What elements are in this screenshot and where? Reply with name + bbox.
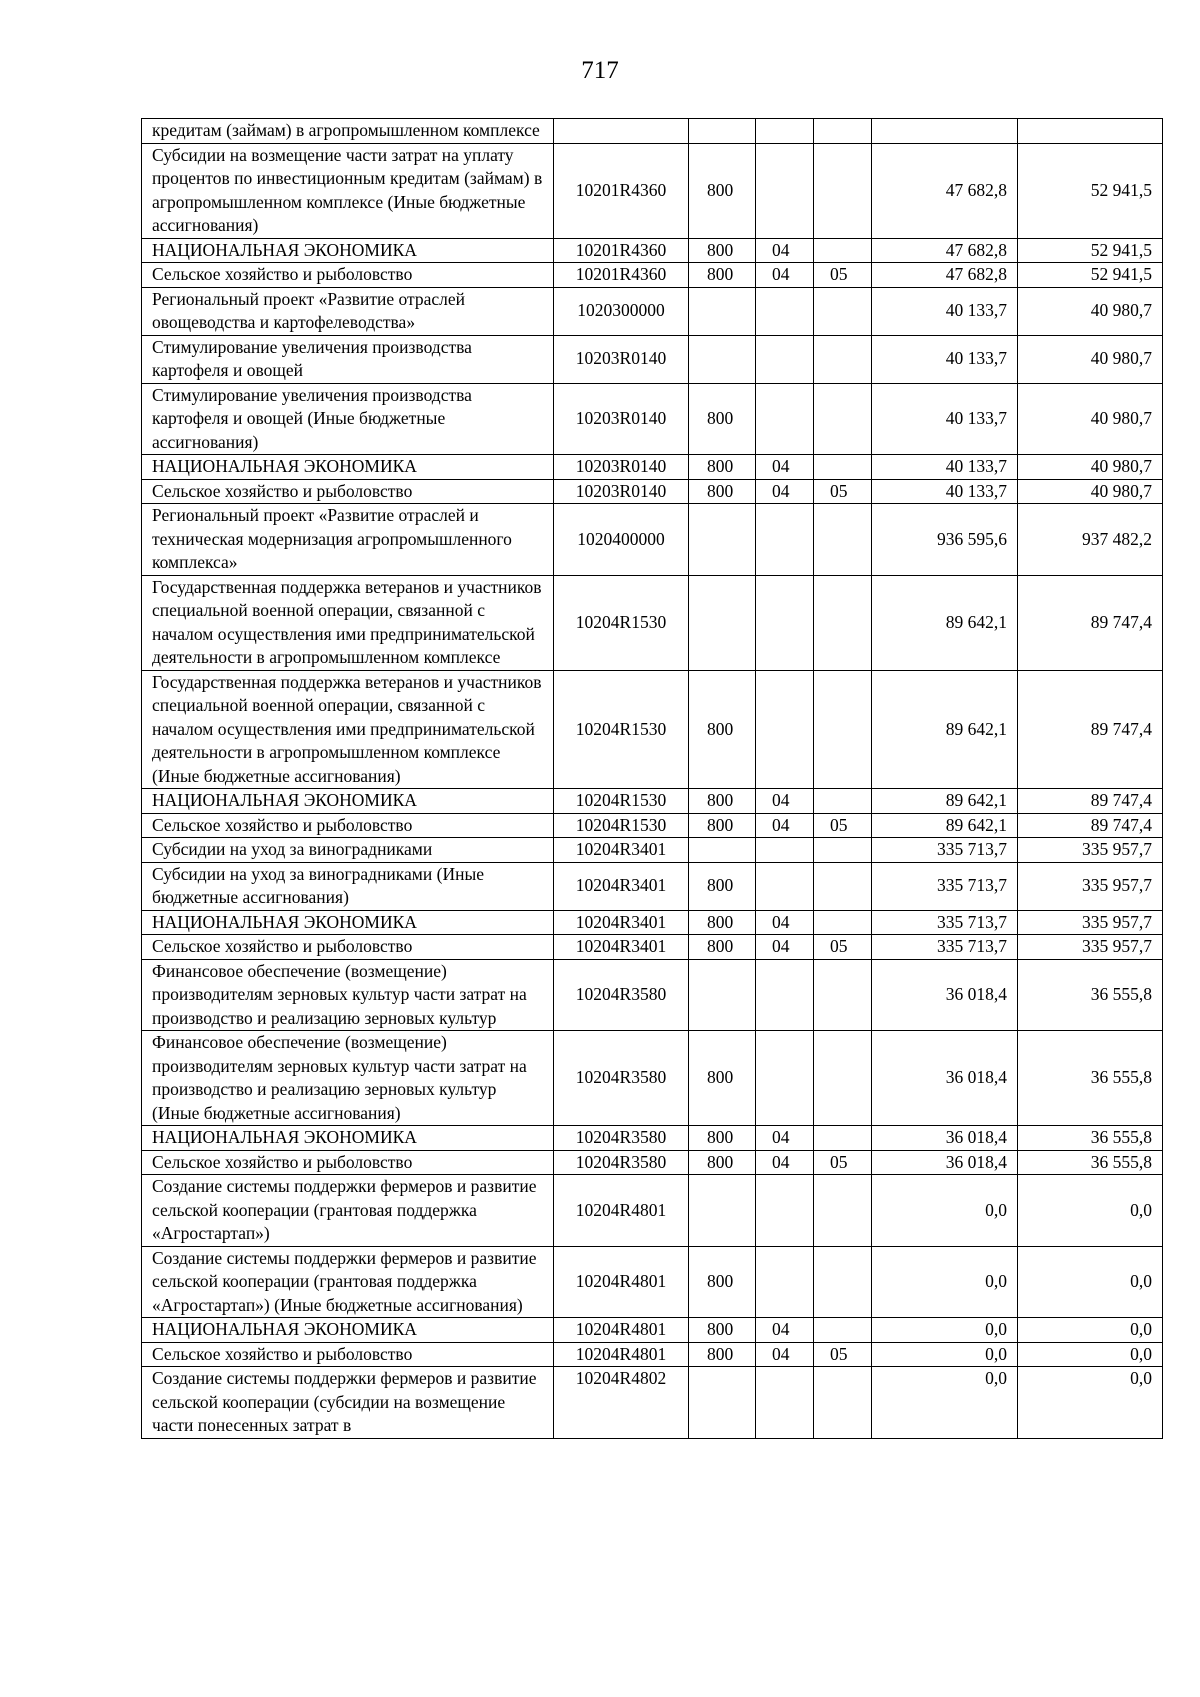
cell-sum-year-1: 47 682,8 (872, 238, 1018, 263)
cell-name: Государственная поддержка ветеранов и участников специальной военной операции, связанной с началом осуществления ими предпринимательской деятельности в агропромышленном комплексе (Иные бюджетные ассигнования) (142, 670, 554, 789)
cell-sum-year-2: 89 747,4 (1018, 670, 1163, 789)
cell-target-code: 10201R4360 (554, 143, 689, 238)
cell-sum-year-2: 40 980,7 (1018, 287, 1163, 335)
cell-sum-year-1: 47 682,8 (872, 263, 1018, 288)
table-row (142, 789, 1163, 814)
cell-section (756, 287, 814, 335)
table-row (142, 813, 1163, 838)
cell-target-code: 10203R0140 (554, 455, 689, 480)
cell-section (756, 119, 814, 144)
cell-section: 04 (756, 813, 814, 838)
cell-expense-type: 800 (689, 1318, 756, 1343)
cell-name: Финансовое обеспечение (возмещение) производителям зерновых культур части затрат на производство и реализацию зерновых культур (Иные бюджетные ассигнования) (142, 1031, 554, 1126)
cell-subsection (814, 789, 872, 814)
cell-sum-year-2: 36 555,8 (1018, 1126, 1163, 1151)
cell-target-code: 10204R4801 (554, 1318, 689, 1343)
cell-expense-type: 800 (689, 383, 756, 455)
cell-expense-type (689, 287, 756, 335)
table-row (142, 1175, 1163, 1247)
cell-section: 04 (756, 1342, 814, 1367)
cell-sum-year-2: 36 555,8 (1018, 959, 1163, 1031)
cell-target-code: 10204R4801 (554, 1175, 689, 1247)
cell-sum-year-2: 335 957,7 (1018, 910, 1163, 935)
cell-name: Государственная поддержка ветеранов и участников специальной военной операции, связанной с началом осуществления ими предпринимательской деятельности в агропромышленном комплексе (142, 575, 554, 670)
cell-expense-type: 800 (689, 1031, 756, 1126)
cell-expense-type: 800 (689, 813, 756, 838)
cell-subsection (814, 910, 872, 935)
table-row (142, 455, 1163, 480)
table-row (142, 862, 1163, 910)
cell-target-code: 10204R1530 (554, 813, 689, 838)
cell-sum-year-2: 0,0 (1018, 1318, 1163, 1343)
cell-target-code: 1020300000 (554, 287, 689, 335)
cell-section (756, 504, 814, 576)
cell-sum-year-1 (872, 119, 1018, 144)
cell-sum-year-1: 89 642,1 (872, 813, 1018, 838)
cell-section (756, 1246, 814, 1318)
cell-subsection (814, 575, 872, 670)
cell-expense-type: 800 (689, 455, 756, 480)
table-row (142, 1150, 1163, 1175)
cell-sum-year-1: 36 018,4 (872, 1031, 1018, 1126)
cell-sum-year-2: 40 980,7 (1018, 479, 1163, 504)
table-row (142, 287, 1163, 335)
page-number: 717 (581, 57, 619, 84)
cell-subsection: 05 (814, 1150, 872, 1175)
budget-table-body (142, 119, 1163, 1439)
cell-subsection (814, 119, 872, 144)
cell-name: Стимулирование увеличения производства картофеля и овощей (Иные бюджетные ассигнования) (142, 383, 554, 455)
table-row (142, 575, 1163, 670)
cell-expense-type (689, 1367, 756, 1439)
cell-expense-type (689, 504, 756, 576)
cell-name: Стимулирование увеличения производства картофеля и овощей (142, 335, 554, 383)
cell-target-code: 10204R3401 (554, 935, 689, 960)
cell-name: Региональный проект «Развитие отраслей и техническая модернизация агропромышленного комплекса» (142, 504, 554, 576)
cell-expense-type: 800 (689, 935, 756, 960)
cell-section: 04 (756, 1150, 814, 1175)
cell-target-code: 10203R0140 (554, 479, 689, 504)
cell-section: 04 (756, 238, 814, 263)
cell-subsection (814, 1318, 872, 1343)
cell-name: Сельское хозяйство и рыболовство (142, 1150, 554, 1175)
table-row (142, 935, 1163, 960)
table-row (142, 670, 1163, 789)
cell-target-code: 10201R4360 (554, 263, 689, 288)
cell-subsection (814, 238, 872, 263)
table-row (142, 1342, 1163, 1367)
cell-sum-year-2: 89 747,4 (1018, 789, 1163, 814)
cell-name: Региональный проект «Развитие отраслей овощеводства и картофелеводства» (142, 287, 554, 335)
table-row (142, 1367, 1163, 1439)
cell-name: кредитам (займам) в агропромышленном комплексе (142, 119, 554, 144)
cell-expense-type: 800 (689, 238, 756, 263)
cell-section (756, 143, 814, 238)
cell-section (756, 335, 814, 383)
cell-sum-year-2: 40 980,7 (1018, 383, 1163, 455)
cell-expense-type: 800 (689, 1246, 756, 1318)
cell-expense-type: 800 (689, 789, 756, 814)
cell-subsection (814, 143, 872, 238)
table-row (142, 910, 1163, 935)
cell-sum-year-1: 335 713,7 (872, 935, 1018, 960)
cell-target-code: 10204R3401 (554, 838, 689, 863)
cell-subsection (814, 670, 872, 789)
cell-section (756, 383, 814, 455)
cell-name: НАЦИОНАЛЬНАЯ ЭКОНОМИКА (142, 1318, 554, 1343)
cell-expense-type: 800 (689, 1126, 756, 1151)
cell-sum-year-2: 335 957,7 (1018, 838, 1163, 863)
cell-name: Субсидии на уход за виноградниками (Иные бюджетные ассигнования) (142, 862, 554, 910)
cell-sum-year-1: 0,0 (872, 1246, 1018, 1318)
cell-name: Сельское хозяйство и рыболовство (142, 935, 554, 960)
cell-sum-year-1: 0,0 (872, 1175, 1018, 1247)
cell-target-code: 10204R3580 (554, 1031, 689, 1126)
table-row (142, 479, 1163, 504)
cell-sum-year-2: 335 957,7 (1018, 862, 1163, 910)
cell-sum-year-1: 36 018,4 (872, 1150, 1018, 1175)
cell-section: 04 (756, 263, 814, 288)
cell-sum-year-1: 335 713,7 (872, 838, 1018, 863)
cell-target-code: 10204R4802 (554, 1367, 689, 1439)
cell-sum-year-2: 40 980,7 (1018, 455, 1163, 480)
cell-subsection (814, 1367, 872, 1439)
cell-section (756, 575, 814, 670)
table-row (142, 238, 1163, 263)
cell-section (756, 1031, 814, 1126)
cell-sum-year-2: 0,0 (1018, 1367, 1163, 1439)
cell-subsection (814, 1175, 872, 1247)
table-row (142, 838, 1163, 863)
cell-sum-year-1: 47 682,8 (872, 143, 1018, 238)
cell-subsection (814, 1031, 872, 1126)
cell-section (756, 838, 814, 863)
cell-sum-year-2: 40 980,7 (1018, 335, 1163, 383)
budget-table (141, 118, 1163, 1439)
cell-section (756, 1175, 814, 1247)
cell-sum-year-2: 89 747,4 (1018, 575, 1163, 670)
cell-target-code (554, 119, 689, 144)
cell-expense-type: 800 (689, 862, 756, 910)
cell-subsection (814, 504, 872, 576)
cell-sum-year-1: 89 642,1 (872, 670, 1018, 789)
cell-section: 04 (756, 1318, 814, 1343)
table-row (142, 959, 1163, 1031)
cell-subsection: 05 (814, 1342, 872, 1367)
cell-subsection: 05 (814, 935, 872, 960)
cell-sum-year-2: 0,0 (1018, 1342, 1163, 1367)
cell-expense-type: 800 (689, 910, 756, 935)
cell-target-code: 10204R3401 (554, 862, 689, 910)
cell-subsection: 05 (814, 479, 872, 504)
cell-subsection (814, 287, 872, 335)
cell-target-code: 10204R4801 (554, 1342, 689, 1367)
cell-name: Создание системы поддержки фермеров и развитие сельской кооперации (грантовая поддержка «Агростартап») (142, 1175, 554, 1247)
cell-name: Сельское хозяйство и рыболовство (142, 813, 554, 838)
cell-sum-year-2: 52 941,5 (1018, 143, 1163, 238)
table-row (142, 1126, 1163, 1151)
cell-sum-year-1: 0,0 (872, 1367, 1018, 1439)
table-row (142, 335, 1163, 383)
cell-section: 04 (756, 455, 814, 480)
cell-subsection (814, 335, 872, 383)
cell-section: 04 (756, 789, 814, 814)
cell-sum-year-1: 0,0 (872, 1342, 1018, 1367)
cell-name: Сельское хозяйство и рыболовство (142, 479, 554, 504)
cell-sum-year-1: 89 642,1 (872, 575, 1018, 670)
cell-name: Создание системы поддержки фермеров и развитие сельской кооперации (грантовая поддержка «Агростартап») (Иные бюджетные ассигнования) (142, 1246, 554, 1318)
cell-name: НАЦИОНАЛЬНАЯ ЭКОНОМИКА (142, 1126, 554, 1151)
cell-name: Сельское хозяйство и рыболовство (142, 1342, 554, 1367)
table-row (142, 143, 1163, 238)
table-row (142, 383, 1163, 455)
cell-target-code: 10204R1530 (554, 670, 689, 789)
cell-section: 04 (756, 1126, 814, 1151)
cell-subsection (814, 1126, 872, 1151)
cell-subsection (814, 383, 872, 455)
cell-expense-type: 800 (689, 1342, 756, 1367)
table-row (142, 263, 1163, 288)
cell-sum-year-1: 335 713,7 (872, 910, 1018, 935)
cell-target-code: 10203R0140 (554, 383, 689, 455)
cell-section (756, 959, 814, 1031)
cell-sum-year-1: 36 018,4 (872, 959, 1018, 1031)
cell-expense-type (689, 1175, 756, 1247)
table-row (142, 1318, 1163, 1343)
cell-sum-year-1: 36 018,4 (872, 1126, 1018, 1151)
cell-sum-year-1: 89 642,1 (872, 789, 1018, 814)
cell-name: Субсидии на уход за виноградниками (142, 838, 554, 863)
cell-target-code: 10204R3580 (554, 1126, 689, 1151)
cell-expense-type: 800 (689, 263, 756, 288)
table-row (142, 1246, 1163, 1318)
cell-target-code: 1020400000 (554, 504, 689, 576)
cell-name: Создание системы поддержки фермеров и развитие сельской кооперации (субсидии на возмещение части понесенных затрат в (142, 1367, 554, 1439)
cell-expense-type: 800 (689, 1150, 756, 1175)
cell-expense-type (689, 959, 756, 1031)
table-row (142, 504, 1163, 576)
cell-target-code: 10204R4801 (554, 1246, 689, 1318)
table-row (142, 119, 1163, 144)
cell-section: 04 (756, 935, 814, 960)
cell-sum-year-1: 40 133,7 (872, 383, 1018, 455)
cell-expense-type: 800 (689, 143, 756, 238)
cell-sum-year-1: 0,0 (872, 1318, 1018, 1343)
cell-target-code: 10201R4360 (554, 238, 689, 263)
cell-target-code: 10203R0140 (554, 335, 689, 383)
cell-sum-year-2: 937 482,2 (1018, 504, 1163, 576)
cell-sum-year-2: 52 941,5 (1018, 263, 1163, 288)
cell-target-code: 10204R1530 (554, 575, 689, 670)
cell-subsection: 05 (814, 263, 872, 288)
cell-sum-year-2: 36 555,8 (1018, 1031, 1163, 1126)
cell-subsection (814, 862, 872, 910)
cell-expense-type (689, 335, 756, 383)
cell-expense-type: 800 (689, 479, 756, 504)
table-row (142, 1031, 1163, 1126)
cell-name: НАЦИОНАЛЬНАЯ ЭКОНОМИКА (142, 455, 554, 480)
cell-subsection (814, 838, 872, 863)
cell-target-code: 10204R3580 (554, 959, 689, 1031)
cell-section (756, 1367, 814, 1439)
cell-name: Финансовое обеспечение (возмещение) производителям зерновых культур части затрат на производство и реализацию зерновых культур (142, 959, 554, 1031)
cell-sum-year-2 (1018, 119, 1163, 144)
cell-expense-type: 800 (689, 670, 756, 789)
cell-subsection (814, 959, 872, 1031)
cell-section: 04 (756, 479, 814, 504)
cell-expense-type (689, 575, 756, 670)
cell-name: НАЦИОНАЛЬНАЯ ЭКОНОМИКА (142, 789, 554, 814)
cell-sum-year-1: 335 713,7 (872, 862, 1018, 910)
cell-sum-year-1: 40 133,7 (872, 479, 1018, 504)
cell-name: Субсидии на возмещение части затрат на уплату процентов по инвестиционным кредитам (займам) в агропромышленном комплексе (Иные бюджетные ассигнования) (142, 143, 554, 238)
cell-section: 04 (756, 910, 814, 935)
cell-sum-year-2: 89 747,4 (1018, 813, 1163, 838)
cell-expense-type (689, 119, 756, 144)
cell-sum-year-1: 40 133,7 (872, 455, 1018, 480)
cell-subsection (814, 1246, 872, 1318)
cell-sum-year-2: 0,0 (1018, 1246, 1163, 1318)
cell-subsection (814, 455, 872, 480)
cell-sum-year-2: 52 941,5 (1018, 238, 1163, 263)
cell-sum-year-1: 936 595,6 (872, 504, 1018, 576)
cell-sum-year-2: 335 957,7 (1018, 935, 1163, 960)
cell-subsection: 05 (814, 813, 872, 838)
cell-sum-year-2: 0,0 (1018, 1175, 1163, 1247)
cell-expense-type (689, 838, 756, 863)
cell-target-code: 10204R3401 (554, 910, 689, 935)
cell-name: НАЦИОНАЛЬНАЯ ЭКОНОМИКА (142, 238, 554, 263)
cell-name: Сельское хозяйство и рыболовство (142, 263, 554, 288)
cell-sum-year-1: 40 133,7 (872, 287, 1018, 335)
cell-sum-year-2: 36 555,8 (1018, 1150, 1163, 1175)
cell-section (756, 670, 814, 789)
cell-sum-year-1: 40 133,7 (872, 335, 1018, 383)
cell-target-code: 10204R3580 (554, 1150, 689, 1175)
cell-section (756, 862, 814, 910)
cell-name: НАЦИОНАЛЬНАЯ ЭКОНОМИКА (142, 910, 554, 935)
cell-target-code: 10204R1530 (554, 789, 689, 814)
